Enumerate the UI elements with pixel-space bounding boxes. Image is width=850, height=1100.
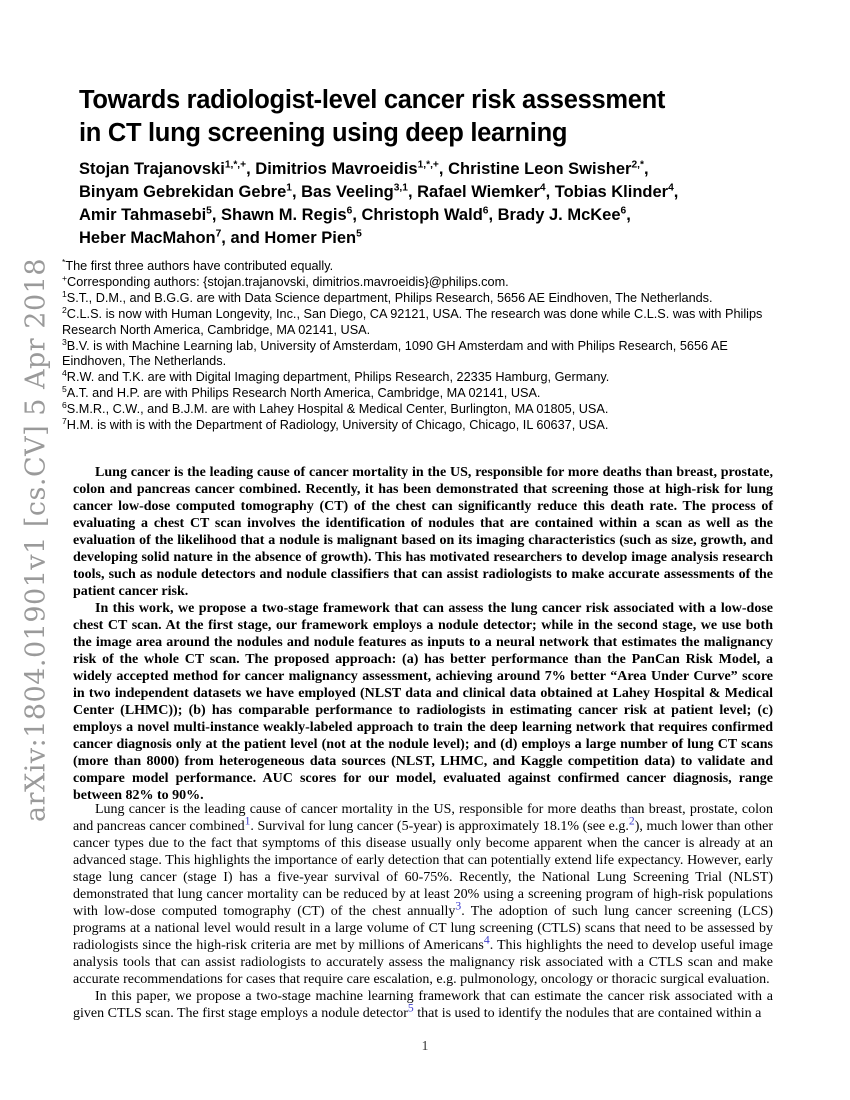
- text-run: S.T., D.M., and B.G.G. are with Data Science department, Philips Research, 5656 AE Eindhoven, The Netherlands.: [66, 290, 713, 305]
- text-run: , Rafael Wiemker: [407, 183, 540, 201]
- superscript-marker: 6: [62, 399, 67, 410]
- footnote-equal-contribution: [62, 256, 774, 275]
- superscript-marker: 5: [206, 205, 212, 217]
- superscript-marker: 3,1: [393, 182, 408, 194]
- text-run: , Christine Leon Swisher: [438, 160, 632, 178]
- abstract-block: [73, 464, 773, 804]
- paper-title: [79, 84, 779, 150]
- text-run: , Christoph Wald: [352, 206, 483, 224]
- text-run: , Tobias Klinder: [545, 183, 669, 201]
- footnote-affiliation-4: [62, 370, 774, 386]
- text-run: that is used to identify the nodules that are contained within a: [413, 1006, 762, 1021]
- text-run: ,: [626, 206, 631, 224]
- text-run: In this paper, we propose a two-stage machine learning framework that can estimate the cancer risk associated with a given CTLS scan. The first stage employs a nodule detector: [73, 989, 773, 1021]
- text-run: , Dimitrios Mavroeidis: [246, 160, 418, 178]
- citation-link[interactable]: 3: [455, 899, 462, 913]
- superscript-marker: 1: [286, 182, 292, 194]
- citation-link[interactable]: 2: [628, 814, 635, 828]
- text-run: ,: [643, 160, 649, 178]
- abstract-paragraph: [73, 464, 773, 600]
- superscript-marker: 6: [620, 205, 627, 217]
- text-run: C.L.S. is now with Human Longevity, Inc., San Diego, CA 92121, USA. The research was done while C.L.S. was with Philips Research North America, Cambridge, MA 02141, USA.: [62, 306, 763, 337]
- citation-link[interactable]: 4: [483, 933, 490, 947]
- footnote-affiliation-7: [62, 415, 774, 434]
- superscript-marker: +: [62, 272, 68, 283]
- body-text-block: [73, 801, 773, 1022]
- superscript-marker: 4: [62, 368, 67, 379]
- body-paragraph: [73, 988, 773, 1022]
- superscript-marker: 1,*,+: [224, 159, 247, 171]
- text-run: . Survival for lung cancer (5-year) is approximately 18.1% (see e.g.: [250, 819, 629, 834]
- footnote-corresponding-authors: [62, 272, 774, 291]
- text-run: Corresponding authors: {stojan.trajanovski, dimitrios.mavroeidis}@philips.com.: [67, 274, 509, 289]
- body-paragraph: [73, 801, 773, 988]
- superscript-marker: 2: [62, 304, 67, 315]
- footnote-affiliation-1: [62, 288, 774, 307]
- footnote-affiliation-6: [62, 399, 774, 418]
- text-run: Amir Tahmasebi: [79, 206, 207, 224]
- text-run: H.M. is with is with the Department of Radiology, University of Chicago, Chicago, IL 60637, USA.: [66, 418, 609, 433]
- footnote-affiliation-3: [62, 336, 774, 371]
- footnote-affiliation-5: [62, 386, 774, 402]
- text-run: ,: [673, 183, 679, 201]
- text-run: Heber MacMahon: [79, 229, 216, 247]
- footnote-affiliation-2: [62, 304, 774, 339]
- author-line: [79, 181, 779, 204]
- text-run: , and Homer Pien: [221, 229, 357, 247]
- text-run: ), much lower than other cancer types due to the fact that symptoms of this disease usually only become apparent when the cancer is already at an advanced stage. This highlights the importance of early detection that can potentially extend life expectancy. However, early stage lung cancer (stage I) has a five-year survival of 60-75%. Recently, the National Lung Screening Trial (NLST) demonstrated that lung cancer mortality can be reduced by at least 20% using a screening program of high-risk populations with low-dose computed tomography (CT) of the chest annually: [73, 819, 773, 919]
- superscript-marker: 6: [346, 205, 353, 217]
- text-run: Lung cancer is the leading cause of cancer mortality in the US, responsible for more deaths than breast, prostate, colon and pancreas cancer combined: [73, 802, 773, 834]
- text-run: A.T. and H.P. are with Philips Research North America, Cambridge, MA 02141, USA.: [66, 386, 541, 401]
- superscript-marker: 5: [356, 228, 362, 240]
- arxiv-sidebar-stamp: arXiv:1804.01901v1 [cs.CV] 5 Apr 2018: [20, 257, 52, 823]
- text-run: , Bas Veeling: [291, 183, 394, 201]
- text-run: , Shawn M. Regis: [211, 206, 347, 224]
- superscript-marker: 3: [62, 336, 67, 347]
- text-run: The first three authors have contributed equally.: [65, 259, 334, 273]
- superscript-marker: 4: [539, 182, 546, 194]
- citation-link[interactable]: 5: [407, 1001, 414, 1015]
- text-run: In this work, we propose a two-stage framework that can assess the lung cancer risk associated with a low-dose chest CT scan. At the first stage, our framework employs a nodule detector; while in the second stage, we use both the image area around the nodules and nodule features as inputs to a neural network that estimates the malignancy risk of the whole CT scan. The proposed approach: (a) has better performance than the PanCan Risk Model, a widely accepted method for cancer malignancy assessment, achieving around 7% better “Area Under Curve” score in two independent datasets we have employed (NLST data and clinical data obtained at Lahey Hospital & Medical Center (LHMC)); (b) has comparable performance to radiologists in estimating cancer risk at patient level; (c) employs a novel multi-instance weakly-labeled approach to train the deep learning network that requires confirmed cancer diagnosis only at the patient level (not at the nodule level); and (d) employs a large number of lung CT scans (more than 8000) from heterogeneous data sources (NLST, LHMC, and Kaggle competition data) to validate and compare model performance. AUC scores for our model, evaluated against confirmed cancer diagnosis, range between 82% to 90%.: [73, 601, 773, 803]
- text-run: Binyam Gebrekidan Gebre: [79, 183, 287, 201]
- text-run: R.W. and T.K. are with Digital Imaging department, Philips Research, 22335 Hamburg, Germany.: [66, 370, 610, 385]
- author-line: [79, 204, 779, 227]
- authors-block: [79, 158, 779, 250]
- text-run: . This highlights the need to develop useful image analysis tools that can assist radiologists to accurately assess the malignancy risk associated with a CTLS scan and make accurate recommendations for cases that require care escalation, e.g. pulmonology, oncology or thoracic surgical evaluation.: [73, 938, 773, 987]
- page-number: 1: [421, 1038, 429, 1053]
- author-line: [79, 158, 779, 181]
- text-run: B.V. is with Machine Learning lab, University of Amsterdam, 1090 GH Amsterdam and with Philips Research, 5656 AE Eindhoven, The Netherlands.: [62, 338, 728, 369]
- title-line-2: in CT lung screening using deep learning: [79, 119, 568, 147]
- title-line-1: Towards radiologist-level cancer risk assessment: [79, 86, 666, 114]
- superscript-marker: 5: [62, 384, 67, 395]
- text-run: , Brady J. McKee: [488, 206, 621, 224]
- abstract-paragraph: [73, 600, 773, 804]
- superscript-marker: 6: [482, 205, 489, 217]
- superscript-marker: 4: [668, 182, 674, 194]
- text-run: S.M.R., C.W., and B.J.M. are with Lahey Hospital & Medical Center, Burlington, MA 01805, USA.: [66, 402, 609, 417]
- superscript-marker: 1,*,+: [417, 159, 439, 171]
- superscript-marker: 2,*: [631, 159, 644, 171]
- citation-link[interactable]: 1: [244, 814, 251, 828]
- superscript-marker: *: [62, 256, 66, 267]
- footnotes-block: [62, 256, 774, 434]
- text-run: Lung cancer is the leading cause of cancer mortality in the US, responsible for more deaths than breast, prostate, colon and pancreas cancer combined. Recently, it has been demonstrated that screening those at high-risk for lung cancer low-dose computed tomography (CT) of the chest can significantly reduce this death rate. The process of evaluating a chest CT scan involves the identification of nodules that are contained within a scan as well as the evaluation of the likelihood that a nodule is malignant based on its imaging characteristics (such as size, growth, and developing solid nature in the absence of growth). This has motivated researchers to develop image analysis research tools, such as nodule detectors and nodule classifiers that can assist radiologists to make accurate assessments of the patient cancer risk.: [73, 465, 773, 599]
- superscript-marker: 1: [62, 288, 67, 299]
- superscript-marker: 7: [215, 228, 222, 240]
- text-run: . The adoption of such lung cancer screening (LCS) programs at a national level would result in a large volume of CT lung screening (CTLS) scans that need to be assessed by radiologists since the high-risk criteria are met by millions of Americans: [73, 904, 773, 953]
- superscript-marker: 7: [62, 415, 67, 426]
- author-line: [79, 227, 779, 250]
- text-run: Stojan Trajanovski: [79, 160, 225, 178]
